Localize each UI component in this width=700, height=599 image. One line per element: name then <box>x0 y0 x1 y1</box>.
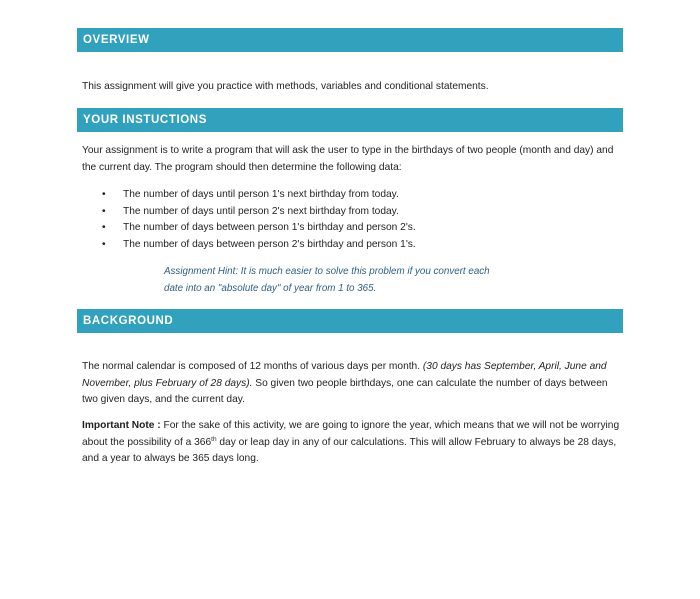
instructions-heading: YOUR INSTUCTIONS <box>77 108 623 132</box>
list-item <box>100 237 416 254</box>
calendar-rhyme: (30 days has September, April, June and November, plus February of 28 days). <box>82 361 607 389</box>
overview-heading: OVERVIEW <box>77 28 623 52</box>
hint-line-2: date into an "absolute day" of year from 1 to 365. <box>164 282 377 294</box>
bullet-icon: • <box>102 189 106 200</box>
background-heading: BACKGROUND <box>77 309 623 333</box>
list-item-text: The number of days until person 2's next birthday from today. <box>123 205 399 217</box>
list-item-text: The number of days between person 1's birthday and person 2's. <box>123 222 416 233</box>
important-note-label: Important Note : <box>82 420 161 431</box>
requirements-list <box>100 187 416 253</box>
list-item <box>100 204 416 221</box>
background-paragraph <box>82 359 622 409</box>
overview-text: This assignment will give you practice with methods, variables and conditional statements. <box>82 81 489 92</box>
bullet-icon: • <box>102 222 106 233</box>
background-text-end: So given two people birthdays, one can calculate the number of days between two given days, and the current day. <box>82 377 608 405</box>
background-text-start: The normal calendar is composed of 12 months of various days per month. <box>82 361 423 372</box>
list-item-text: The number of days between person 2's birthday and person 1's. <box>123 238 416 250</box>
hint-line-1: Assignment Hint: It is much easier to solve this problem if you convert each <box>164 266 490 277</box>
important-note <box>82 418 622 468</box>
bullet-icon: • <box>102 238 106 250</box>
instructions-text: Your assignment is to write a program that will ask the user to type in the birthdays of two people (month and day) and the current day. The program should then determine the following data: <box>82 145 614 173</box>
assignment-hint <box>164 264 544 297</box>
bullet-icon: • <box>102 205 106 217</box>
list-item <box>100 187 416 204</box>
important-note-text: For the sake of this activity, we are going to ignore the year, which means that we will not be worrying about the possibility of a 366 <box>82 420 620 448</box>
list-item <box>100 220 416 237</box>
list-item-text: The number of days until person 1's next birthday from today. <box>123 189 399 200</box>
ordinal-suffix: th <box>211 435 217 443</box>
important-note-text-end: day or leap day in any of our calculations. This will allow February to always be 28 days, and a year to always be 365 days long. <box>82 436 617 464</box>
